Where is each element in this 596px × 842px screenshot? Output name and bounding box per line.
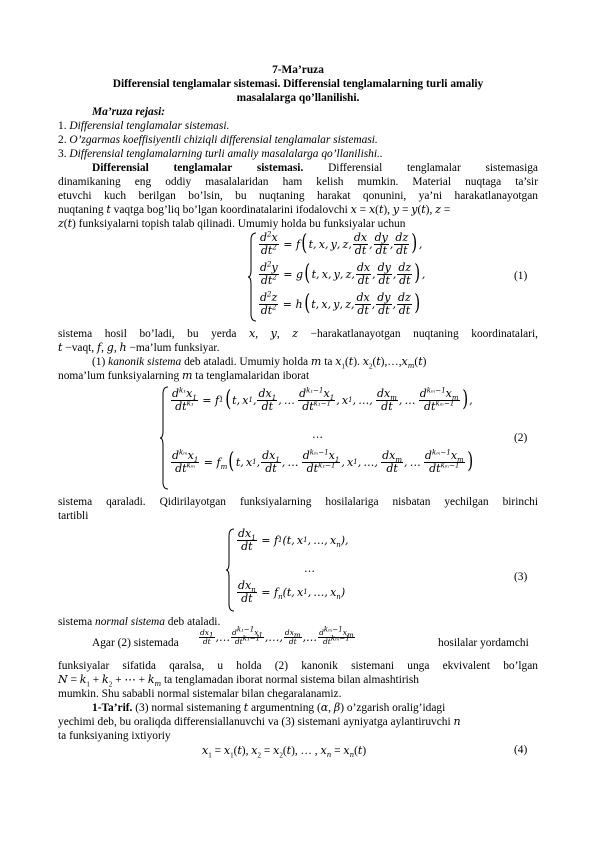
canonical-line-1: (1) kanonik sistema deb ataladi. Umumiy holda m ta $x_1(t)$. $x_2(t),\dots,x_m(t)$ — [92, 355, 427, 371]
plan-item-2: 2. O’zgarmas koeffisiyentli chiziqli differensial tenglamalar sistemasi. — [58, 134, 378, 146]
lecture-subtitle-line2: masalalarga qo’llanilishi. — [236, 92, 360, 104]
after-eq3-line: sistema normal sistema deb ataladi. — [58, 616, 221, 628]
equation-system-2: $\frac{d^{k_1}x_1}{dt^{k_1}}$ = f 1 ( t , x 1 , $\frac{dx_1}{dt}$ , … $\frac{d^{k_1-1}x_1}{dt^{k_1-1}}$ , x 1 , …, $\frac{dx_m}{dt}$ , … $\frac{d^{k_m-1}x_m}{dt^{k_m-1}}$ ) , … $\frac{d^{k_m}x_1}{dt^{k_m}}$ = $f_m$ ( t , x 1 , $\frac{dx_1}{dt}$ , … $\frac{d^{k_m-1}x_1}{dt^{k_1-1}}$ , x 1 , …, $\frac{dx_m}{dt}$ , … $\frac{d^{k_m-1}x_m}{dt^{k_m-1}}$ ) — [160, 386, 520, 490]
definition-line-3: ta funksiyaning ixtiyoriy — [58, 730, 171, 742]
after-eq2-line-2: tartibli — [58, 510, 89, 522]
agar-line-1-start: Agar (2) sistemada — [92, 637, 179, 649]
paragraph-1-line-2: dinamikaning eng oddiy masalalaridan ham kelish mumkin. Material nuqtaga ta’sir — [58, 176, 538, 188]
equation-2-number: (2) — [514, 432, 528, 444]
equation-4: $x_1 = x_1(t)$, $x_2 = x_2(t)$, … , $x_n = x_n(t)$ — [202, 744, 367, 760]
after-eq1-line-2: t −vaqt, f, g, h −ma’lum funksiyar. — [58, 341, 220, 354]
brace-icon — [160, 386, 170, 490]
agar-line-1-end: hosilalar yordamchi — [438, 637, 529, 649]
definition-line-1: 1-Ta’rif. (3) normal sistemaning t argumentning (α, β) o’zgarish oralig’idagi — [92, 701, 446, 714]
agar-line-2: funksiyalar sifatida qaralsa, u holda (2) kanonik sistemani unga ekvivalent bo’lgan — [58, 660, 538, 672]
definition-line-2: yechimi deb, bu oraliqda differensiallanuvchi va (3) sistemani ayniyatga aylantiruvchi n — [58, 715, 461, 728]
lecture-subtitle-line1: Differensial tenglamalar sistemasi. Differensial tenglamalarning turli amaliy — [112, 78, 484, 90]
plan-item-3: 3. Differensial tenglamalarning turli amaliy masalalarga qo’llanilishi.. — [58, 148, 383, 160]
canonical-line-2: noma’lum funksiyalarning m ta tenglamalaridan iborat — [58, 369, 310, 382]
equation-system-1: $\frac{d^2x}{dt^2}$ = f ( t , x , y , z , $\frac{dx}{dt}$ , $\frac{dy}{dt}$ , $\frac{dz}{dt}$ ) , $\frac{d^2y}{dt^2}$ = g ( t , x , y , z , $\frac{dx}{dt}$ , $\frac{dy}{dt}$ , $\frac{dz}{dt}$ ) , $\frac{d^2z}{dt^2}$ = h ( t , x , y , z , $\frac{dx}{dt}$ , $\frac{dy}{dt}$ , $\frac{dz}{dt}$ ) — [248, 232, 448, 322]
plan-heading: Ma’ruza rejasi: — [92, 106, 166, 118]
paragraph-1-line-5: z(t) funksiyalarni topish talab qilinadi. Umumiy holda bu funksiyalar uchun — [58, 217, 406, 230]
paragraph-1-line-1: Differensial tenglamalar sistemasi. Differensial tenglamalar sistemasiga — [92, 162, 538, 174]
agar-line-4: mumkin. Shu sababli normal sistemalar bilan chegaralanamiz. — [58, 688, 342, 700]
paragraph-1-line-4: nuqtaning t vaqtga bog’liq bo’lgan koordinatalarini ifodalovchi x = x(t), y = y(t), z = — [58, 203, 451, 216]
agar-line-3: $N = k_1 + k_2$ + ⋯ + $k_m$ ta tenglamadan iborat normal sistema bilan almashtirish — [58, 673, 419, 689]
equation-4-number: (4) — [514, 744, 528, 756]
brace-icon — [226, 528, 236, 612]
paragraph-1-line-3: etuvchi kuch berilgan bo’lsin, bu nuqtaning harakat qonunini, ya’ni harakatlanayotgan — [58, 190, 538, 202]
brace-icon — [248, 232, 258, 322]
after-eq1-line-1: sistema hosil bo’ladi, bu yerda x, y, z −harakatlanayotgan nuqtaning koordinatalari, — [58, 327, 538, 340]
lecture-title: 7-Ma’ruza — [272, 64, 324, 76]
equation-system-3: $\frac{dx_1}{dt}$ = f 1 ( t , x 1 , …, $x_n$ ), … $\frac{dx_n}{dt}$ = $f_n$ ( t , x 1 , …, $x_n$ ) — [226, 528, 426, 612]
equation-1-number: (1) — [514, 270, 528, 282]
after-eq2-line-1: sistema qaraladi. Qidirilayotgan funksiyalarning hosilalariga nisbatan yechilgan birinchi — [58, 496, 538, 508]
agar-inline-fractions: $\frac{dx_1}{dt}$ ,… $\frac{d^{k_1-1}x_1}{dt^{k_1-1}}$ ,…, $\frac{dx_m}{dt}$ ,… $\frac{d^{k_m-1}x_m}{dt^{k_m-1}}$ — [200, 625, 354, 646]
equation-3-number: (3) — [514, 571, 528, 583]
plan-item-1: 1. Differensial tenglamalar sistemasi. — [58, 120, 230, 132]
